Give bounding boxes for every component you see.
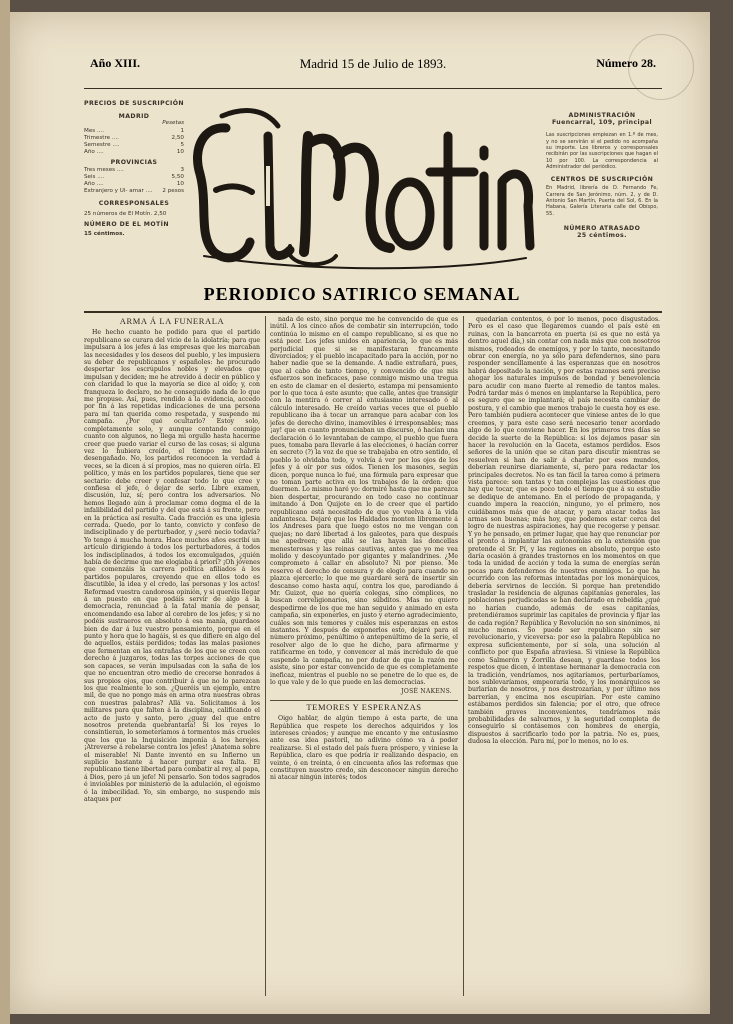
administration-box xyxy=(546,112,658,239)
provinces-heading: PROVINCIAS xyxy=(110,159,158,167)
article-body-arma: He hecho cuanto he podido para que el partido republicano se curara del vicio de la idolatría; para que impulsara á los jefes á las empresas que les marcaban las necesidades y los deseos del pueblo, y les impusiera su deber de republicanos y españoles: he procurado despertar los escrúpulos nobles y elevados que impulsan y deciden; me he atrevido á decir en público y con claridad lo que la mayoría se dice al oído; y, con franqueza lo declaro, no he conseguido nada de lo que me propuse. Así, pues, rendido á la evidencia, accedo por fin á las repetidas indicaciones de una persona para mí tan querida como respetada, y suspendo mi campaña. ¿Por qué ocultarlo? Estoy solo, completamente solo, y aunque contando conmigo cuanto con algunos, no llega mi orgullo hasta hacerme creer que puedo variar el curso de las cosas; si alguna vez lo hubiera creído, el tiempo me habría desengañado. No, los partidos reconocen la verdad á veces, se la dicen á sí propios, mas no quieren oírla. El político, y más en los partidos populares, tiene que ser sectario: debe creer y confesar todo lo que cree y confiesa el jefe, ó dejar de serlo. Libre examen, discusión, luz, sí; pero contra los adversarios. No hemos llegado aún á proclamar como dogma el de la infalibilidad del partido y del que está á su frente, pero en la práctica así resulta. Cada fracción es una iglesia cerrada. Quedo, por lo tanto, convicto y confeso de indisciplinado y de perturbador, y ¿seré necio todavía? Yo tengo á mucha honra. Hace muchos años escribí un artículo dirigiendo á todos los perturbadores, á todos los indisciplinados, á todos los excomulgados, ¿quién había de decirme que me elogiaba á priori? ¡Oh jóvenes que comenzáis la carrera política afiliados á los partidos populares, creyendo que en ellos todo es discutible, la idea y el credo, las personas y los actos! Reformad vuestra candorosa opinión, y si queréis llegar á un puesto en que podáis servir de algo á la democracia, renunciad á la fatal manía de pensar, encomendando esa labor al cerebro de los jefes; y si no podéis sustraeros en absoluto á esa manía, guardaos bien de dar á luz vuestro pensamiento, porque en el punto y hora que lo hagáis, si es que difiere en algo del de aquellos, estáis perdidos; todas las malas pasiones que fermentan en las entrañas de los que se creen con derecho á juzgaros, todas las torpes acciones de que son capaces, se verán impulsadas con la saña de los que no encuentran otro medio de crecerse honrados á sus propios ojos, que contribuir á que no lo parezcan los que realmente lo son. ¿Queréis un ejemplo, entre mil, de que no pongo más en arma otra nuestras obras con nuestras palabras? Allá va. Solicitamos á los militares para que falten á la disciplina, calificando el acto de justo y santo, pero ¿guay del que entre nosotros pretenda quebrantarla! Si los reyes lo consintieran, lo someteríamos á tormentos más crueles que los que la Inquisición imponía á los herejes. ¡Atreverse á rebelarse contra los jefes! ¡Anatema sobre el miserable! Ni Dante inventó en su Infierno un suplicio bastante á hacer purgar esa falta. El republicano tiene libertad para combatir al rey, al papa, á Dios, pero ¡á un jefe! Ni pensarlo. Son todos sagrados é inviolables por ministerio de la adulación, el egoísmo ó la imbecilidad. Yo, sin embargo, no suspendo mis ataques por xyxy=(84,329,260,803)
price-value: 5,50 xyxy=(171,173,184,180)
price-row xyxy=(84,149,184,156)
admin-note: Las suscripciones empiezan en 1.º de mes, y no se servirán si el pedido no acompaña su importe. Los libreros y corresponsales recibirán por las suscripciones que hagan el 10 por 100. La correspondencia al Administrador del periódico. xyxy=(546,132,658,170)
price-value: 2 pesos xyxy=(162,188,184,195)
single-issue-price: 15 céntimos. xyxy=(84,231,125,238)
price-label: Mes .... xyxy=(84,127,105,134)
madrid-price-list xyxy=(84,128,184,157)
price-value: 10 xyxy=(176,181,184,188)
author-signature: JOSÉ NAKENS. xyxy=(401,688,452,696)
price-value: 3 xyxy=(180,166,184,173)
price-row xyxy=(84,142,184,149)
price-row xyxy=(84,128,184,135)
article-body-temores-continued: quedarían contentos, ó por lo menos, poco disgustados. Pero es el caso que llegaremos cuando el país esté en ruinas, con la bancarrota en puerta (si es que no está ya dentro aquel día,) sin contar con nada más que con nosotros mismos, rodeados de enemigos, y por lo tanto, necesitando obrar con energía, no ya sólo para defendernos, sino para responder sencillamente á las esperanzas que en nosotros habrá depositado la nación, y por estas razones será preciso ahogar los naturales impulsos de bondad y benevolencia para acudir con mano fuerte al remedio de tantos males. Podrá tardar más ó menos en implantarse la República, pero es seguro que se implantará; el país necesita cambiar de postura, y el cambio que menos trabajo le cuesta hoy es ese. Pero también pudiera acontecer que viniese antes de lo que creemos, y para este caso será necesario tener acordado algo de lo que conviene hacer. En los primeros tres días se decide la suerte de la República: si los dejamos pasar sin hacer la revolución en la Gaceta, estamos perdidos. Esos señores de la unión que se citan para discutir mientras se resuelven si han de salir á charlar por esos mundos, deberían reunirse diariamente, sí, pero para redactar los principales decretos. No es tan fácil la tarea como á primera vista parece: son tantas y tan complejas las cuestiones que hay que tocar, que es poco todo el tiempo que á su estudio se dedique de antemano. En el período de propaganda, y cuando impera la reacción, ninguno, yo el primero, nos cuidábamos más que de atacar, y para atacar todas las armas son buenas; más hoy, que podemos estar cerca del logro de nuestras aspiraciones, hay que recogerse y pensar. Y yo he pensado, en primer lugar, que hay que renunciar por el pronto á implantar las autonomías en la extensión que pretende el Sr. Pí, y las regiones en absoluto, porque esto daría ocasión á grandes trastornos en los momentos en que toda la unidad de acción y toda la suma de energías serán pocas para defendernos de nuestros enemigos. Lo que ha ocurrido con las reformas intentadas por los monárquicos, debería servirnos de lección. Si porque han pretendido trasladar la residencia de algunas capitanías generales, las poblaciones perjudicadas se han declarado en rebeldía ¿qué no harían cuando, además de esas capitanías, pretendiéramos suprimir las capitales de provincia y fijar las de cada región? República y Revolución no son sinónimos, ni mucho menos. So puede ser republicano sin ser revolucionario, y viceversa: por eso la palabra República no expresa suficientemente, por sí sola, una solución al conflicto por que España atraviesa. Si viniese la República como Salmerón y Zorrilla desean, y guardase todos los respetos que dicen, é intentase hermanar la democracia con la tradición, vendríamos, nos agitaríamos, perturbaríamos, nos sublevaríamos, empeoraría todo, y los monárquicos se burlarían de nosotros, y nos destrozarían, y por último nos barrerían, y encima nos escupirían. Por este camino estábamos perdidos sin falencia; por el otro, que ofrece también graves inconvenientes, tendríamos más probabilidades de salvarnos, y la seguridad completa de conseguirlo si contásemos con hombres de energía, dispuestos á sacrificarlo todo por la patria. No es, pues, dudosa la elección. Para mí, por lo menos, no lo es. xyxy=(468,316,660,746)
article-body-continued: nada de esto, sino porque me he convencido de que es inútil. A los cinco años de combatir sin interrupción, todo continúa lo mismo en el campo republicano, si es que no está peor. Los jefes unidos en apariencia, lo que es más perjudicial que si se manifestaran francamente divorciados; y el pueblo incapacitado para la acción, por no haber nadie que se la demande. A nadie extrañará, pues, que al cabo de tanto tiempo, y convencido de que mis esfuerzos son ineficaces, pase conmigo mismo una tregua en esto de clamar en el desierto, estampa mi pensamiento por lo que toca á este asunto; que calle, antes que transigir con la mentira ó correr al entusiasmo interesado ó al cálculo interesado. He creído varias veces que el pueblo republicano iba á tocar un arranque para acabar con los jefes de derecho divino, inamovibles é irresponsables; mas ¡ay! que en cuanto pronunciaban un discurso, ó hacían una declaración ó lo levantaban de campo, el pueblo que fuera pues, tomaba para llevarle á las elecciones, ó hacían correr en secreto (?) la voz de que se trabajaba en otro sentido, el pueblo lo olvidaba todo, y volvía á ver por los ojos de los jefes y á oír por sus oídos. Tienen los masones, según dicen, porque nunca lo fué, una fórmula para expresar que no toman parte activa en los trabajos de la orden: que duermen. Lo mismo haré yo: dormiré hasta que me parezca bien despertar, procurando en todo caso no continuar imitando á Don Quijote en lo de creer que el partido republicano está necesitado de que yo vuelva á la vida andantesca. Dejaré que los Haldados monten libremente á los Andreses para que luego estos no me vengan con quejas; no daré libertad á los galeotes, para que después me apedreen; que allá se las hayan las doncellas menesterosas y las reinas cautivas, antes que yo me vea molido y descoyuntado por gigantes y malandrines. ¿Me comprometo á callar en absoluto? Ni por pienso. Me reservo el derecho de censura y de elogio para cuando no plazca ejercerlo; lo que me guardaré será de insertir sin descanso como hasta aquí, contra los que, parodiando á Mr. Guizot, que no quería colegas, sino cómplices, no buscan correligionarios, sino súbditos. Mas no quiero despedirme de los que me han seguido y animado en esta campaña, sin exponerles, en justo y eterno agradecimiento, cuáles son mis temores y cuáles mis esperanzas en estos instantes. Y después de exponerlos esto, dejaré para el número próximo, penúltimo ó antepenúltimo de la serie, el resolver algo de lo que he dicho, para afirmarme y ratificarme en todo, y convencer al más incrédulo de que suspendo la campaña, no por dudar de que la razón me asiste, sino por estar convencido de que es completamente ineficaz, mientras el pueblo no se penetre de lo que es, de lo que vale y de lo que puede en las democracias. xyxy=(270,316,458,686)
article-column-3 xyxy=(468,316,660,996)
article-body-temores: Oigo hablar, de algún tiempo á esta parte, de una República que respete los derechos adquiridos y los intereses creados; y aunque me encanto y me entusiasmo ante esa idea pastoril, no adivino cómo va á poder realizarse. Si el estado del país fuera próspero, y viniese la República, claro es que podría ir realizando despacio, en veinte, ó en treinta, ó en cincuenta años las reformas que constituyen nuestro credo, sin desconocer ningún derecho ni atacar ningún interés; todos xyxy=(270,715,458,782)
centers-title: CENTROS DE SUSCRIPCIÓN xyxy=(550,176,654,184)
admin-title: ADMINISTRACIÓN xyxy=(568,112,636,119)
correspondents-heading: CORRESPONSALES xyxy=(98,200,170,208)
price-label: Año .... xyxy=(84,181,104,188)
price-label: Extranjero y Ul- amar .... xyxy=(84,188,153,195)
column-divider xyxy=(265,316,266,996)
price-value: 2,50 xyxy=(171,134,184,141)
centers-text: En Madrid, librería de D. Fernando Fe, Carrera de San Jerónimo, núm. 2, y de D. Antonio San Martín, Puerta del Sol, 6. En la Habana, Galería Literaria calle del Obispo, 55. xyxy=(546,185,658,217)
prices-title: PRECIOS DE SUSCRIPCIÓN xyxy=(84,100,184,107)
price-label: Trimestre .... xyxy=(84,134,119,141)
article-column-2 xyxy=(270,316,458,996)
single-issue-label: NÚMERO DE EL MOTÍN xyxy=(84,220,169,228)
article-title-arma: ARMA Á LA FUNERALA xyxy=(119,316,225,326)
issue-year: Año XIII. xyxy=(90,56,141,70)
header-rule xyxy=(84,311,662,313)
price-label: Seis .... xyxy=(84,173,105,180)
price-row xyxy=(84,174,184,181)
article-separator xyxy=(270,700,458,701)
bulk-price: 25 números de El Motín. 2,50 xyxy=(84,210,167,217)
masthead-logo xyxy=(186,96,536,272)
article-title-temores: TEMORES Y ESPERANZAS xyxy=(306,701,422,712)
price-value: 10 xyxy=(176,149,184,156)
currency-label: Pesetas xyxy=(162,120,184,127)
column-divider xyxy=(463,316,464,996)
back-issue-price: 25 céntimos. xyxy=(577,232,627,240)
article-column-1 xyxy=(84,316,260,996)
subscription-prices xyxy=(84,100,184,238)
back-issue-label: NÚMERO ATRASADO xyxy=(563,224,641,232)
admin-address: Fuencarral, 109, principal xyxy=(551,119,652,127)
price-value: 5 xyxy=(180,142,184,149)
price-row xyxy=(84,135,184,142)
province-price-list xyxy=(84,167,184,196)
page-edge xyxy=(0,0,10,1024)
price-row xyxy=(84,188,184,195)
price-label: Semestre .... xyxy=(84,142,120,149)
issue-header xyxy=(84,44,662,89)
price-row xyxy=(84,181,184,188)
madrid-heading: MADRID xyxy=(118,113,150,121)
price-value: 1 xyxy=(180,127,184,134)
masthead-subtitle: PERIODICO SATIRICO SEMANAL xyxy=(203,284,521,304)
issue-number: Número 28. xyxy=(596,56,656,70)
price-label: Año .... xyxy=(84,149,104,156)
price-row xyxy=(84,167,184,174)
price-label: Tres meses .... xyxy=(84,166,124,173)
place-date: Madrid 15 de Julio de 1893. xyxy=(299,56,447,71)
